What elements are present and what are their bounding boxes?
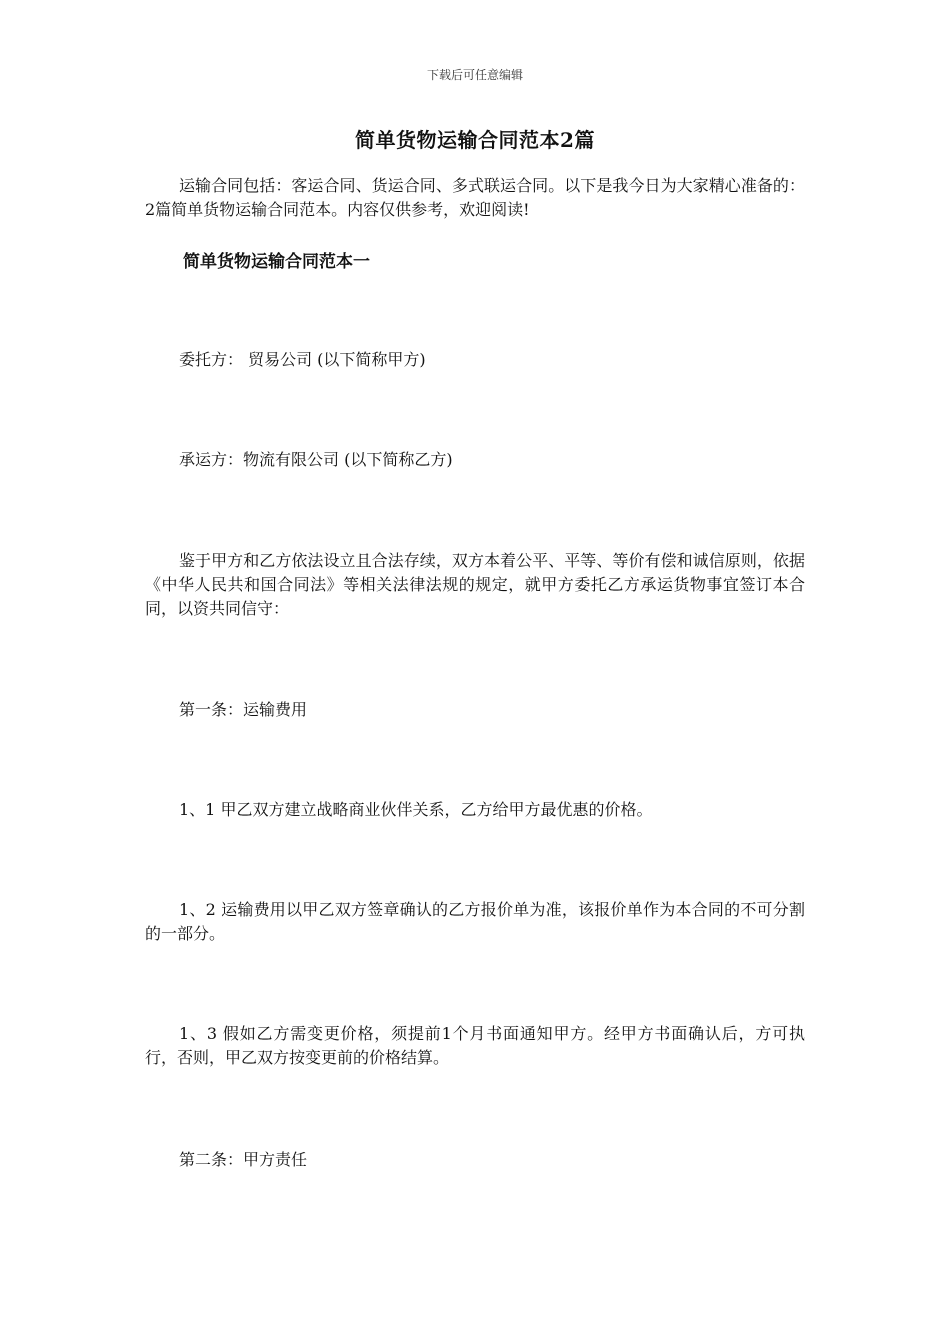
clause-1-3: 1、3 假如乙方需变更价格，须提前1个月书面通知甲方。经甲方书面确认后，方可执行，否则，甲乙双方按变更前的价格结算。	[145, 1024, 805, 1067]
article-one-heading: 第一条：运输费用	[179, 700, 308, 719]
carrier-party-line: 承运方：物流有限公司 (以下简称乙方)	[179, 450, 453, 469]
article-two-heading: 第二条：甲方责任	[179, 1150, 308, 1169]
header-note: 下载后可任意编辑	[426, 68, 523, 82]
clause-1-1: 1、1 甲乙双方建立战略商业伙伴关系，乙方给甲方最优惠的价格。	[179, 800, 653, 819]
client-party-line: 委托方： 贸易公司 (以下简称甲方)	[179, 350, 426, 369]
section-heading-contract-one: 简单货物运输合同范本一	[183, 252, 370, 272]
document-title: 简单货物运输合同范本2篇	[355, 128, 595, 152]
clause-1-2: 1、2 运输费用以甲乙双方签章确认的乙方报价单为准，该报价单作为本合同的不可分割的一部分。	[145, 900, 805, 943]
intro-paragraph: 运输合同包括：客运合同、货运合同、多式联运合同。以下是我今日为大家精心准备的：2篇简单货物运输合同范本。内容仅供参考，欢迎阅读!	[145, 176, 805, 219]
preamble-paragraph: 鉴于甲方和乙方依法设立且合法存续，双方本着公平、平等、等价有偿和诚信原则，依据《中华人民共和国合同法》等相关法律法规的规定，就甲方委托乙方承运货物事宜签订本合同，以资共同信守：	[145, 551, 805, 618]
